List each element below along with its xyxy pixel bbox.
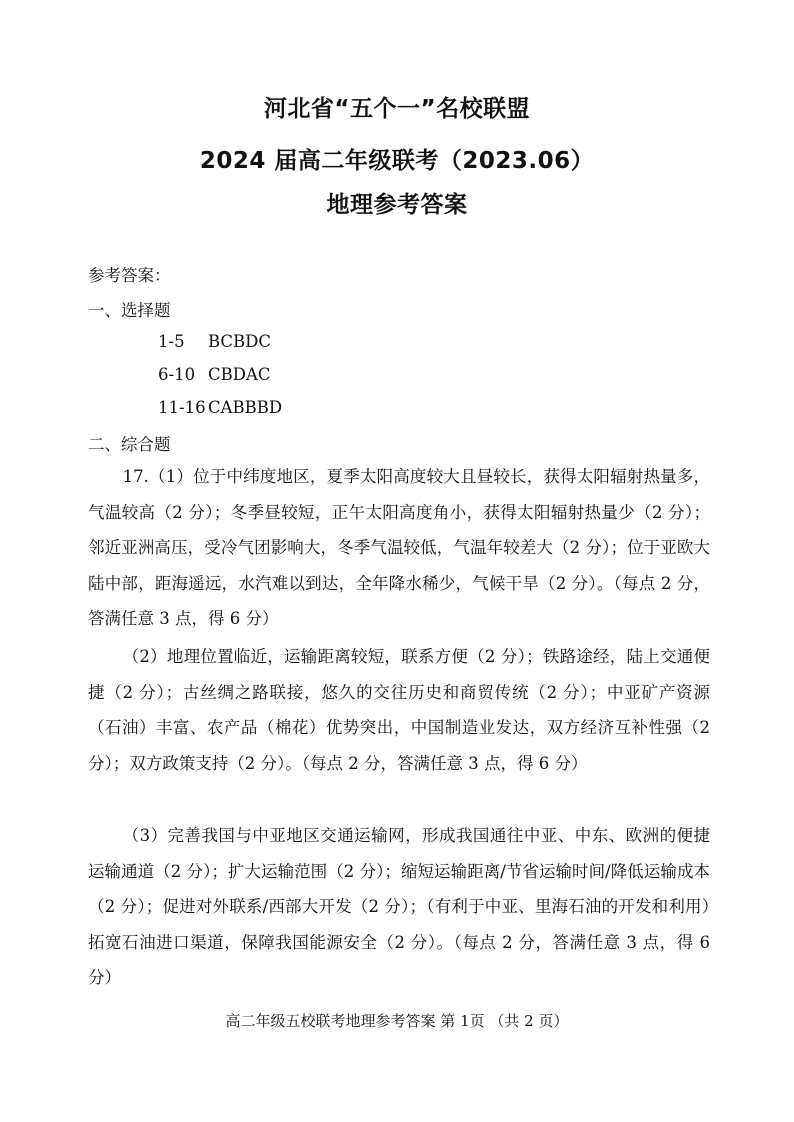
mc-answers: BCBDC: [208, 332, 272, 351]
answer-label: 参考答案：: [88, 266, 171, 285]
page-footer: 高二年级五校联考地理参考答案 第 1页 （共 2 页）: [225, 1012, 569, 1030]
mc-question-range: 6-10: [158, 365, 196, 384]
mc-question-range: 1-5: [158, 332, 185, 351]
mc-answer-row: [158, 365, 271, 384]
mc-answer-row: [158, 398, 282, 417]
document-title-subject: 地理参考答案: [326, 192, 468, 218]
section-multiple-choice-title: 一、选择题: [88, 301, 171, 320]
mc-answers: CABBBD: [208, 398, 283, 417]
mc-question-range: 11-16: [158, 398, 206, 417]
section-comprehensive-title: 二、综合题: [88, 435, 171, 454]
document-title-league: 河北省“五个一”名校联盟: [263, 96, 531, 122]
answer-paragraph-17-2: （2）地理位置临近，运输距离较短，联系方便（2 分）；铁路途经，陆上交通便捷（2 分）；古丝绸之路联接，悠久的交往历史和商贸传统（2 分）；中亚矿产资源（石油）丰富、农产品（棉花）优势突出，中国制造业发达，双方经济互补性强（2 分）；双方政策支持（2 分）。（每点 2 分，答满任意 3 点，得 6 分）: [88, 647, 710, 773]
answer-paragraph-17-3: （3）完善我国与中亚地区交通运输网，形成我国通往中亚、中东、欧洲的便捷运输通道（2 分）；扩大运输范围（2 分）；缩短运输距离/节省运输时间/降低运输成本（2 分）；促进对外联系/西部大开发（2 分）；（有利于中亚、里海石油的开发和利用）拓宽石油进口渠道，保障我国能源安全（2 分）。（每点 2 分，答满任意 3 点，得 6 分）: [88, 826, 710, 988]
document-title-exam: 2024 届高二年级联考（2023.06）: [199, 148, 595, 174]
answer-paragraph-17-1: 17.（1）位于中纬度地区，夏季太阳高度较大且昼较长，获得太阳辐射热量多，气温较高（2 分）；冬季昼较短，正午太阳高度角小，获得太阳辐射热量少（2 分）；邻近亚洲高压，受冷气团影响大，冬季气温较低，气温年较差大（2 分）；位于亚欧大陆中部，距海遥远，水汽难以到达，全年降水稀少，气候干旱（2 分）。（每点 2 分，答满任意 3 点，得 6 分）: [88, 467, 710, 629]
mc-answer-row: [158, 332, 271, 351]
mc-answers: CBDAC: [208, 365, 271, 384]
